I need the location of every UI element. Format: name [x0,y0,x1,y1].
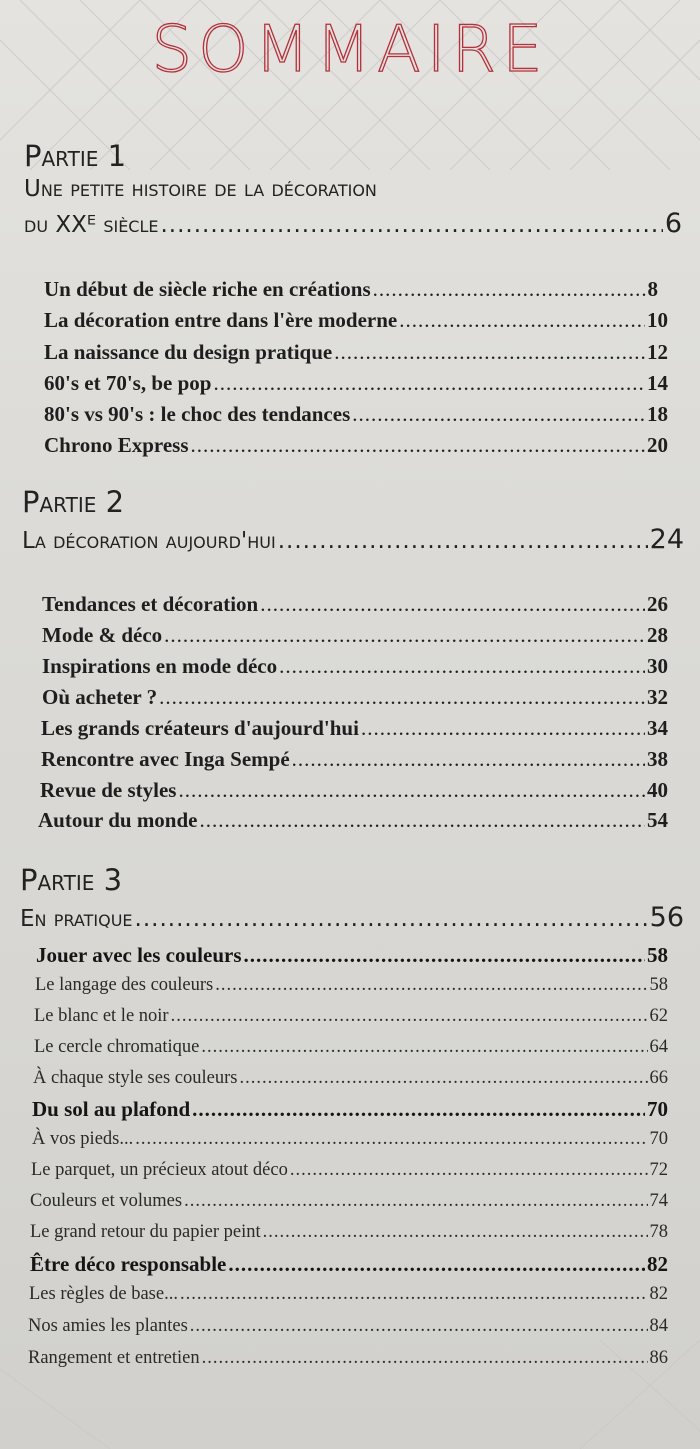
entry-title: Le cercle chromatique [34,1037,200,1057]
entry-title: À vos pieds... [32,1129,134,1149]
leader-dots [361,716,645,741]
leader-dots [171,1006,648,1027]
toc-entry[interactable] [35,975,668,996]
part-1-page: 6 [664,208,682,239]
toc-entry[interactable] [30,1191,668,1212]
entry-title: Tendances et décoration [42,592,259,616]
entry-title: 80's vs 90's : le choc des tendances [44,402,351,426]
toc-entry[interactable] [34,1037,668,1058]
entry-page: 70 [647,1097,668,1121]
toc-entry[interactable] [30,1222,668,1243]
entry-page: 66 [649,1068,668,1088]
entry-title: Chrono Express [44,433,189,457]
part-1-heading-line1: Une petite histoire de la décoration [24,176,377,202]
entry-title: Le langage des couleurs [35,975,214,995]
entry-title: Jouer avec les couleurs [36,943,242,967]
entry-title: La naissance du design pratique [44,340,333,364]
leader-dots [135,906,648,932]
entry-title: Autour du monde [38,808,198,832]
entry-page: 26 [647,592,668,616]
toc-section-entry[interactable] [30,1252,668,1277]
entry-page: 8 [647,277,658,301]
entry-page: 54 [647,808,668,832]
leader-dots [192,1097,645,1122]
toc-entry[interactable] [41,747,668,772]
entry-title: Un début de siècle riche en créations [44,277,371,301]
leader-dots [180,1284,648,1305]
entry-page: 38 [647,747,668,771]
entry-title: Rangement et entretien [28,1348,200,1368]
leader-dots [200,808,646,833]
entry-page: 64 [649,1037,668,1057]
entry-title: Revue de styles [40,778,177,802]
entry-title: Nos amies les plantes [28,1316,188,1336]
toc-entry[interactable] [38,808,668,833]
leader-dots [279,654,645,679]
part-3-heading-row[interactable] [20,902,684,933]
toc-entry[interactable] [44,402,668,427]
leader-dots [352,402,645,427]
entry-page: 10 [647,308,668,332]
entry-page: 18 [647,402,668,426]
entry-title: 60's et 70's, be pop [44,371,212,395]
entry-page: 58 [647,943,668,967]
entry-title: Le blanc et le noir [34,1006,169,1026]
leader-dots [215,975,647,996]
part-1-label: Partie 1 [24,139,127,173]
leader-dots [135,1129,647,1150]
toc-entry[interactable] [44,277,658,302]
leader-dots [161,212,663,238]
toc-entry[interactable] [42,685,668,710]
toc-entry[interactable] [42,592,668,617]
leader-dots [373,277,646,302]
leader-dots [334,340,645,365]
entry-page: 58 [649,975,668,995]
entry-page: 28 [647,623,668,647]
leader-dots [159,685,645,710]
leader-dots [263,1222,648,1243]
leader-dots [244,943,646,968]
leader-dots [290,1160,648,1181]
toc-section-entry[interactable] [36,943,668,968]
entry-page: 74 [649,1191,668,1211]
toc-entry[interactable] [42,623,668,648]
entry-title: Le parquet, un précieux atout déco [31,1160,288,1180]
part-3-page: 56 [649,902,684,933]
entry-page: 84 [649,1316,668,1336]
part-3-label: Partie 3 [20,863,123,897]
toc-entry[interactable] [41,716,668,741]
entry-title: Mode & déco [42,623,163,647]
entry-title: Du sol au plafond [32,1097,191,1121]
entry-page: 82 [647,1252,668,1276]
entry-page: 86 [649,1348,668,1368]
leader-dots [201,1037,647,1058]
leader-dots [164,623,645,648]
part-1-heading-line2: du XXᴱ siècle [24,212,159,238]
entry-title: Inspirations en mode déco [42,654,278,678]
part-2-heading-row[interactable] [22,524,684,555]
leader-dots [228,1252,645,1277]
leader-dots [239,1068,647,1089]
entry-title: À chaque style ses couleurs [33,1068,238,1088]
leader-dots [202,1348,648,1369]
toc-entry[interactable] [34,1006,668,1027]
leader-dots [190,1316,648,1337]
page-title: SOMMAIRE [151,13,549,87]
entry-title: Où acheter ? [42,685,158,709]
entry-page: 30 [647,654,668,678]
entry-page: 40 [647,778,668,802]
toc-entry[interactable] [42,654,668,679]
toc-entry[interactable] [44,433,668,458]
entry-title: La décoration entre dans l'ère moderne [44,308,398,332]
toc-entry[interactable] [44,340,668,365]
entry-page: 78 [649,1222,668,1242]
leader-dots [399,308,645,333]
leader-dots [278,528,648,554]
toc-entry[interactable] [32,1129,668,1150]
leader-dots [292,747,645,772]
entry-title: Rencontre avec Inga Sempé [41,747,290,771]
entry-page: 70 [649,1129,668,1149]
part-2-page: 24 [649,524,684,555]
leader-dots [213,371,645,396]
leader-dots [184,1191,647,1212]
toc-section-entry[interactable] [32,1097,668,1122]
leader-dots [178,778,645,803]
part-1-heading-row[interactable] [24,208,682,239]
entry-page: 20 [647,433,668,457]
toc-entry[interactable] [33,1068,668,1089]
entry-page: 32 [647,685,668,709]
toc-entry[interactable] [44,371,668,396]
toc-entry[interactable] [28,1316,668,1337]
entry-title: Les règles de base... [29,1284,178,1304]
toc-entry[interactable] [28,1348,668,1369]
part-2-heading: La décoration aujourd'hui [22,528,276,554]
entry-page: 62 [649,1006,668,1026]
part-3-heading: En pratique [20,906,133,932]
entry-page: 82 [649,1284,668,1304]
toc-entry[interactable] [40,778,668,803]
entry-page: 12 [647,340,668,364]
toc-entry[interactable] [29,1284,668,1305]
entry-title: Être déco responsable [30,1252,227,1276]
entry-title: Le grand retour du papier peint [30,1222,261,1242]
leader-dots [260,592,645,617]
toc-entry[interactable] [44,308,668,333]
entry-page: 34 [647,716,668,740]
entry-page: 14 [647,371,668,395]
part-2-label: Partie 2 [22,485,125,519]
leader-dots [191,433,645,458]
toc-entry[interactable] [31,1160,668,1181]
entry-title: Couleurs et volumes [30,1191,183,1211]
entry-title: Les grands créateurs d'aujourd'hui [41,716,359,740]
entry-page: 72 [649,1160,668,1180]
